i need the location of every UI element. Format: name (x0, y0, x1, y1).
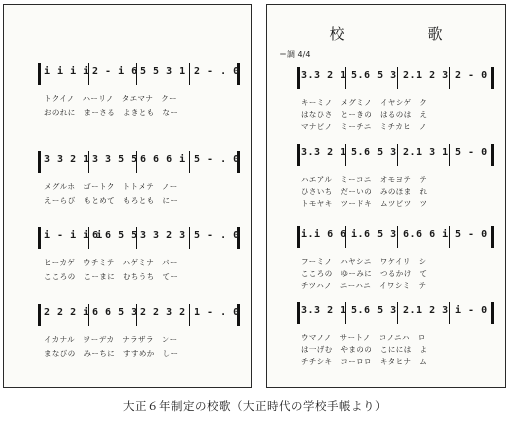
right-score-panel (266, 4, 506, 388)
bar-line (189, 227, 190, 249)
bar-line (189, 304, 190, 326)
left-score-panel (3, 4, 252, 388)
lyric-line: ヒーカゲ ウチミテ ハゲミナ バー (44, 258, 178, 267)
lyric-line: は一げむ やまのの こにには よ (301, 345, 428, 354)
measure-notes: i.6 5 3 (351, 229, 397, 240)
bar-line (297, 302, 300, 324)
measure-notes: 6.6 6 i (403, 229, 449, 240)
lyric-line: チチシキ コーロロ キタヒナ ム (301, 357, 428, 366)
measure-notes: 2 2 2 i (44, 307, 90, 318)
measure-notes: 5.6 5 3 (351, 305, 397, 316)
bar-line (491, 302, 494, 324)
measure-notes: 5 - 0 (455, 229, 488, 240)
staff-line (267, 144, 505, 166)
lyric-line: チツハノ ニーハニ イワシミ テ (301, 281, 427, 290)
measure-notes: 6 6 5 5 (92, 230, 138, 241)
measure-notes: 5 - . 0 (194, 154, 240, 165)
measure-notes: 1 - . 0 (194, 307, 240, 318)
measure-notes: 3 3 2 3 (140, 230, 186, 241)
bar-line (449, 302, 450, 324)
lyric-line: はなひさ とーきの はるのは え (301, 110, 428, 119)
bar-line (38, 227, 41, 249)
bar-line (189, 151, 190, 173)
lyric-line: トクイノ ハーリノ タエマナ クー (44, 94, 178, 103)
bar-line (397, 226, 398, 248)
measure-notes: 3 3 2 1 (44, 154, 90, 165)
measure-notes: 3.3 2 1 (301, 147, 347, 158)
bar-line (491, 226, 494, 248)
lyric-line: ハエアル ミーコニ オモヨテ テ (301, 175, 428, 184)
measure-notes: 3.3 2 1 (301, 70, 347, 81)
staff-line (4, 151, 251, 173)
measure-notes: 2 - i 6 (92, 66, 138, 77)
bar-line (297, 144, 300, 166)
lyric-line: イカナル ヲーデカ ナラザラ ンー (44, 335, 178, 344)
bar-line (449, 226, 450, 248)
measure-notes: 5.6 5 3 (351, 70, 397, 81)
bar-line (189, 63, 190, 85)
lyric-line: まなびの みーちに すすめか しー (44, 349, 179, 358)
lyric-line: えーらび もとめて もろとも にー (44, 196, 179, 205)
staff-line (4, 63, 251, 85)
lyric-line: トモヤキ ツードキ ムツビツ ツ (301, 199, 428, 208)
measure-notes: 5 - . 0 (194, 230, 240, 241)
measure-notes: 2 - 0 (455, 70, 488, 81)
bar-line (38, 151, 41, 173)
measure-notes: 3.3 2 1 (301, 305, 347, 316)
lyric-line: ひさいち だーいの みのほま れ (301, 187, 428, 196)
bar-line (297, 226, 300, 248)
measure-notes: 2.1 2 3 (403, 305, 449, 316)
measure-notes: 6 6 5 3 (92, 307, 138, 318)
bar-line (449, 144, 450, 166)
measure-notes: 5 - 0 (455, 147, 488, 158)
lyric-line: キーミノ メグミノ イヤシゲ ク (301, 98, 428, 107)
bar-line (38, 304, 41, 326)
caption: 大正６年制定の校歌（大正時代の学校手帳より） (123, 399, 387, 413)
bar-line (491, 144, 494, 166)
staff-line (4, 304, 251, 326)
bar-line (449, 67, 450, 89)
measure-notes: 5.6 5 3 (351, 147, 397, 158)
staff-line (267, 226, 505, 248)
bar-line (397, 302, 398, 324)
measure-notes: 3 3 5 5 (92, 154, 138, 165)
key-signature: ＝調 4/4 (279, 50, 311, 59)
measure-notes: 2 2 3 2 (140, 307, 186, 318)
measure-notes: i - 0 (455, 305, 488, 316)
bar-line (491, 67, 494, 89)
staff-line (267, 302, 505, 324)
measure-notes: 2.1 2 3 (403, 70, 449, 81)
measure-notes: 6 6 6 i (140, 154, 186, 165)
lyric-line: メグルホ ゴートク トトメテ ノー (44, 182, 178, 191)
measure-notes: i.i 6 6 (301, 229, 347, 240)
lyric-line: こころの ゆーみに つるかけ て (301, 269, 428, 278)
measure-notes: 2.1 3 1 (403, 147, 449, 158)
bar-line (297, 67, 300, 89)
staff-line (4, 227, 251, 249)
bar-line (397, 67, 398, 89)
lyric-line: こころの こーまに むちうち てー (44, 272, 179, 281)
measure-notes: i i i i (44, 66, 90, 77)
lyric-line: マナビノ ミーチニ ミチカヒ ノ (301, 122, 427, 131)
bar-line (38, 63, 41, 85)
measure-notes: 5 5 3 1 (140, 66, 186, 77)
lyric-line: フーミノ ハヤシニ ワケイリ シ (301, 257, 427, 266)
staff-line (267, 67, 505, 89)
lyric-line: おのれに まーさる よきとも なー (44, 108, 179, 117)
measure-notes: i - i i i (44, 230, 103, 241)
song-title: 校 歌 (329, 25, 477, 43)
bar-line (397, 144, 398, 166)
lyric-line: ウマノノ サートノ コノニハ ロ (301, 333, 426, 342)
measure-notes: 2 - . 0 (194, 66, 240, 77)
